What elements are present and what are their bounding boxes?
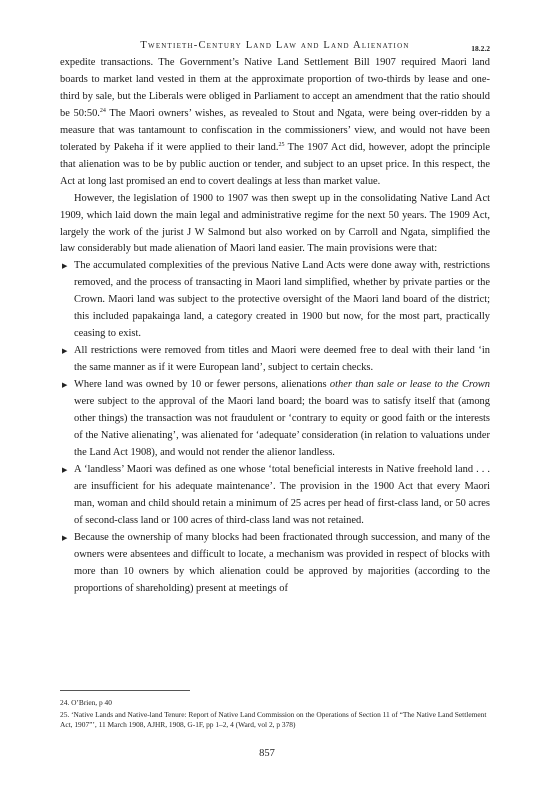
list-item-text: A ‘landless’ Maori was defined as one whose ‘total beneficial interests in Native freehold land . . . are insufficient for his adequate maintenance’. The provision in the 1900 Act that every Maori man, woman and child should retain a minimum of 25 acres per head of first-class land, or 50 acres of second-class land or 100 acres of third-class land was not retained. <box>74 463 490 526</box>
list-item <box>60 530 490 598</box>
bullet-triangle-icon: ▶ <box>62 465 68 474</box>
paragraph-text: The Maori owners’ wishes, as revealed to Stout and Ngata, were being over-ridden by a measure that was tantamount to confiscation in the commissioners’ view, and would not have been tolerated by Pakeha if it were applied to their land. <box>60 107 490 153</box>
list-item <box>60 258 490 343</box>
list-item-text: The accumulated complexities of the previous Native Land Acts were done away with, restrictions removed, and the process of transacting in Maori land simplified, whether by private parties or the Crown. Maori land was subject to the protective oversight of the Maori land board of the district; this included papakainga land, a category created in 1900 but now, for the most part, practically ceasing to exist. <box>74 260 490 340</box>
section-number: 18.2.2 <box>471 44 490 53</box>
list-item-text: Where land was owned by 10 or fewer persons, alienations <box>74 379 330 391</box>
running-head: Twentieth-Century Land Law and Land Alienation <box>140 40 410 51</box>
paragraph: However, the legislation of 1900 to 1907 was then swept up in the consolidating Native Land Act 1909, which laid down the main legal and administrative regime for the next 50 years. The 1909 Act, largely the work of the jurist J W Salmond but also worked on by Carroll and Ngata, simplified the law considerably but made alienation of Maori land easier. The main provisions were that: <box>60 192 490 255</box>
paragraph <box>60 55 490 191</box>
bullet-triangle-icon: ▶ <box>62 262 68 271</box>
list-item <box>60 343 490 377</box>
footnote-ref[interactable]: 24 <box>99 107 106 114</box>
footnotes <box>60 698 490 732</box>
list-item-text: Because the ownership of many blocks had been fractionated through succession, and many of the owners were absentees and difficult to locate, a mechanism was provided in respect of blocks with more than 10 owners by which alienation could be approved by majorities (according to the proportions of shareholding) present at meetings of <box>74 531 490 594</box>
footnote-divider <box>60 690 190 691</box>
page-number: 857 <box>259 748 275 759</box>
body-text <box>60 55 490 598</box>
bullet-triangle-icon: ▶ <box>62 533 68 542</box>
bullet-triangle-icon: ▶ <box>62 347 68 356</box>
footnote: 24. O’Brien, p 40 <box>60 698 112 707</box>
bullet-triangle-icon: ▶ <box>62 381 68 390</box>
footnote: 25. ‘Native Lands and Native-land Tenure: Report of Native Land Commission on the Operations of Section 11 of “The Native Land Settlement Act, 1907”’, 11 March 1908, AJHR, 1908, G-1F, pp 1–2, 4 (Ward, vol 2, p 378) <box>60 709 487 729</box>
paragraph-text: expedite transactions. The Government’s Native Land Settlement Bill 1907 required Maori land boards to market land vested in them at the approximate proportion of two-thirds by lease and one-third by sale, but the Liberals were obliged in Parliament to accept an amendment that the ratio should be 50:50. <box>60 57 490 119</box>
paragraph-text: The 1907 Act did, however, adopt the principle that alienation was to be by public auction or tender, and subject to an upset price. In this respect, the Act at long last promised an end to covert dealings at less than market value. <box>60 141 490 187</box>
list-item-emphasis: other than sale or lease to the Crown <box>329 379 490 391</box>
list-item-text: All restrictions were removed from titles and Maori were deemed free to deal with their land ‘in the same manner as if it were European land’, subject to certain checks. <box>74 345 490 374</box>
provisions-list <box>60 258 490 597</box>
footnote-ref[interactable]: 25 <box>278 141 285 148</box>
list-item-text: were subject to the approval of the Maori land board; the board was to satisfy itself that (among other things) the transaction was not fraudulent or ‘contrary to equity or good faith or the interests of the Native alienating’, was alienated for ‘adequate’ consideration (in relation to valuations under the Land Act 1908), and would not render the alienor landless. <box>74 396 490 458</box>
list-item <box>60 462 490 530</box>
list-item <box>60 377 490 462</box>
